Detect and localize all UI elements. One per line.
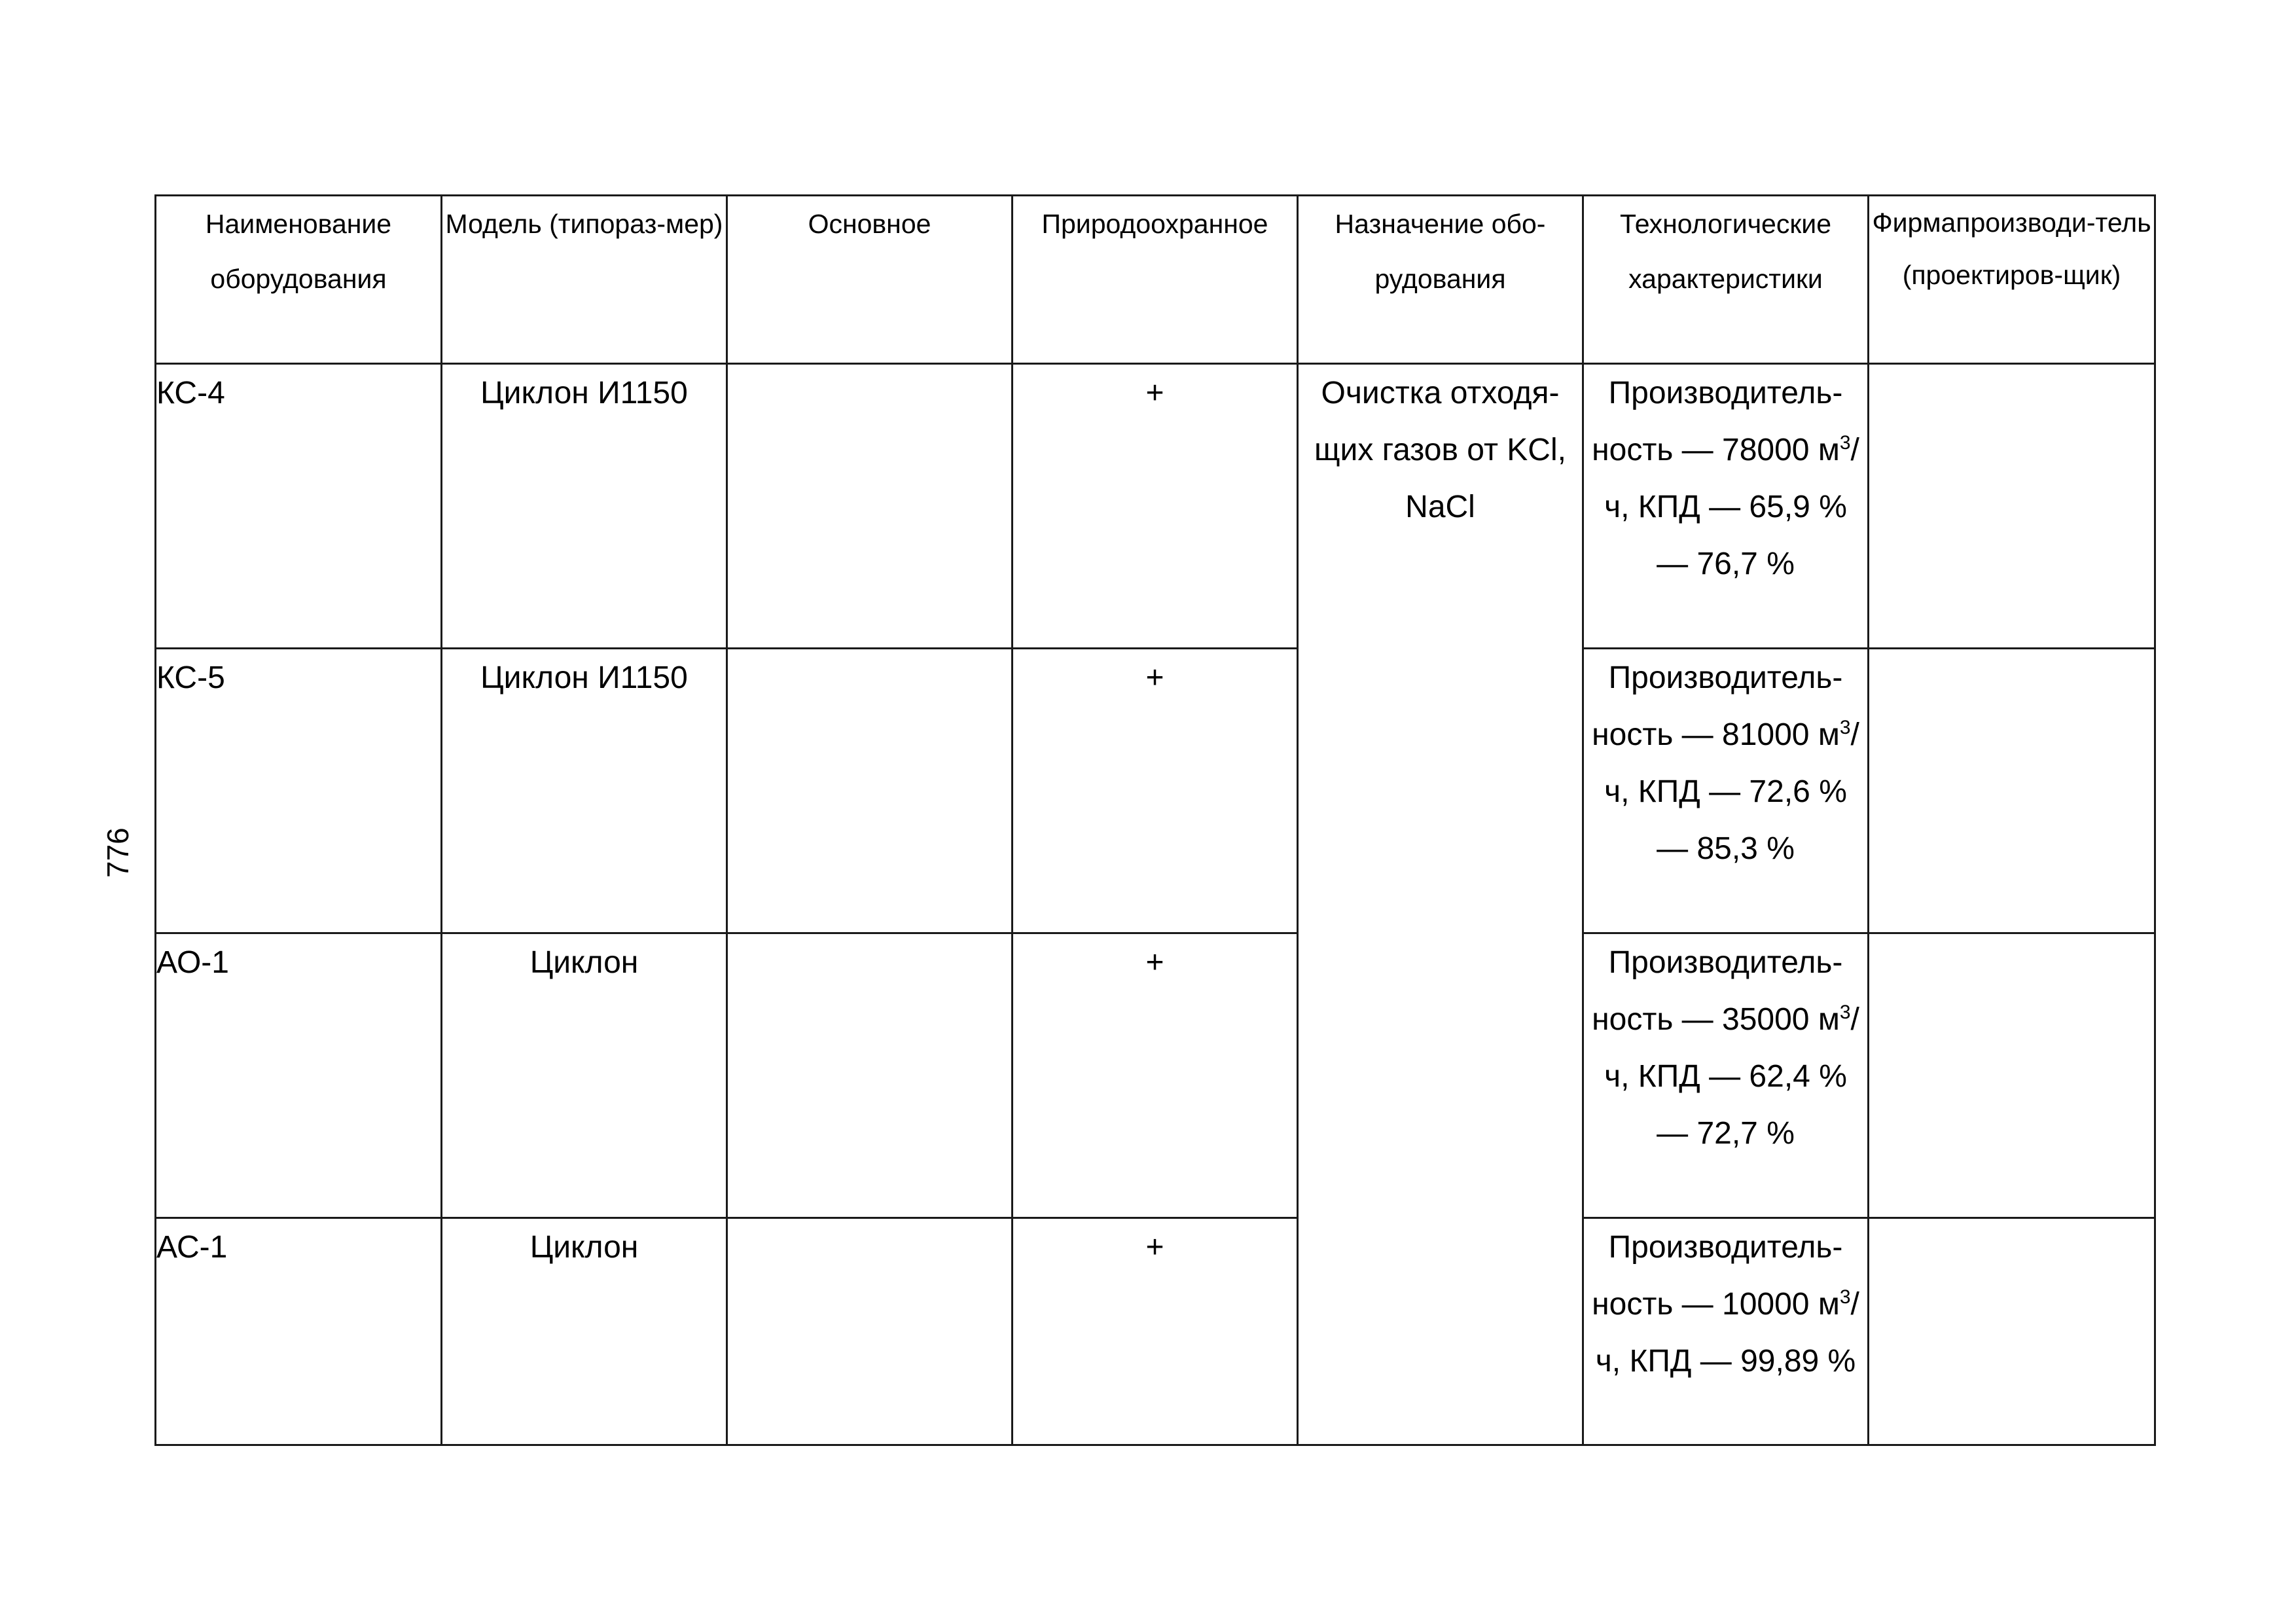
tech-text-suffix: /ч, КПД — 65,9 % — 76,7 % <box>1604 433 1859 581</box>
environmental-cell <box>1013 649 1298 933</box>
tech-text-suffix: /ч, КПД — 62,4 % — 72,7 % <box>1604 1002 1859 1151</box>
main-cell <box>727 649 1013 933</box>
model-cell <box>442 933 727 1218</box>
table-row <box>156 364 2155 649</box>
header-environmental: Природоохранное <box>1013 196 1298 364</box>
tech-text <box>1584 1219 1867 1390</box>
tech-cell <box>1583 933 1869 1218</box>
equipment-name: КС-5 <box>156 660 225 695</box>
equipment-name: АО-1 <box>156 945 229 980</box>
header-tech-characteristics: Технологические характеристики <box>1583 196 1869 364</box>
tech-cell <box>1583 649 1869 933</box>
tech-text-superscript: 3 <box>1839 717 1851 738</box>
equipment-table <box>154 194 2156 1446</box>
main-cell <box>727 933 1013 1218</box>
tech-text <box>1584 934 1867 1162</box>
tech-text-superscript: 3 <box>1839 1001 1851 1023</box>
tech-text-prefix: Производитель-ность — 35000 м <box>1592 945 1843 1037</box>
tech-text-superscript: 3 <box>1839 432 1851 454</box>
tech-text-prefix: Производитель-ность — 78000 м <box>1592 376 1843 467</box>
manufacturer-cell <box>1869 649 2155 933</box>
manufacturer-cell <box>1869 1218 2155 1445</box>
tech-text-prefix: Производитель-ность — 81000 м <box>1592 660 1843 752</box>
tech-text <box>1584 649 1867 877</box>
model-cell <box>442 364 727 649</box>
equipment-name-cell <box>156 649 442 933</box>
header-equipment-name: Наименование оборудования <box>156 196 442 364</box>
tech-text-superscript: 3 <box>1839 1286 1851 1308</box>
tech-text-suffix: /ч, КПД — 72,6 % — 85,3 % <box>1604 717 1859 866</box>
environmental-mark: + <box>1145 945 1164 980</box>
tech-text-suffix: /ч, КПД — 99,89 % <box>1595 1287 1859 1379</box>
header-manufacturer: Фирмапроизводи-тель (проектиров-щик) <box>1869 196 2155 364</box>
manufacturer-cell <box>1869 933 2155 1218</box>
tech-text-prefix: Производитель-ность — 10000 м <box>1592 1230 1843 1322</box>
purpose-cell <box>1298 364 1583 1445</box>
table-row <box>156 933 2155 1218</box>
tech-text <box>1584 365 1867 592</box>
equipment-name-cell <box>156 364 442 649</box>
environmental-mark: + <box>1145 376 1164 410</box>
purpose-text: Очистка отходя-щих газов от KCl, NaCl <box>1314 376 1566 524</box>
header-purpose: Назначение обо-рудования <box>1298 196 1583 364</box>
environmental-cell <box>1013 933 1298 1218</box>
equipment-name-cell <box>156 1218 442 1445</box>
table-row <box>156 649 2155 933</box>
equipment-name-cell <box>156 933 442 1218</box>
manufacturer-cell <box>1869 364 2155 649</box>
model: Циклон <box>529 1230 639 1265</box>
table-row <box>156 1218 2155 1445</box>
table-header-row <box>156 196 2155 364</box>
header-main: Основное <box>727 196 1013 364</box>
tech-cell <box>1583 364 1869 649</box>
environmental-mark: + <box>1145 660 1164 695</box>
model: Циклон <box>529 945 639 980</box>
main-cell <box>727 364 1013 649</box>
environmental-mark: + <box>1145 1230 1164 1265</box>
main-cell <box>727 1218 1013 1445</box>
tech-cell <box>1583 1218 1869 1445</box>
equipment-name: АС-1 <box>156 1230 228 1265</box>
model: Циклон И1150 <box>480 660 688 695</box>
model-cell <box>442 1218 727 1445</box>
page-number: 776 <box>101 827 135 878</box>
model: Циклон И1150 <box>480 376 688 410</box>
header-model: Модель (типораз-мер) <box>442 196 727 364</box>
environmental-cell <box>1013 1218 1298 1445</box>
environmental-cell <box>1013 364 1298 649</box>
model-cell <box>442 649 727 933</box>
equipment-name: КС-4 <box>156 376 225 410</box>
